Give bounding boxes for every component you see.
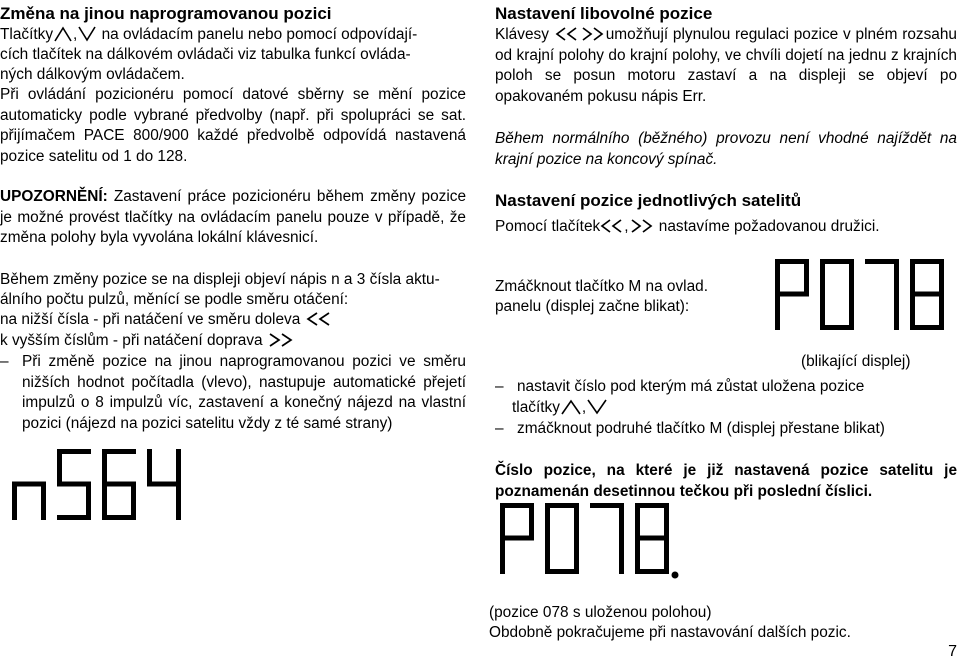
segment-e: [635, 538, 640, 574]
display-digit: [57, 449, 91, 520]
intro-line-2: cích tlačítek na dálkovém ovládači viz tabulka funkcí ovláda-: [0, 46, 411, 63]
intro-paragraph-bus: Při ovládání pozicionéru pomocí datové sběrny se mění pozice automaticky podle vybrané předvolby (např. při spolupráci se sat. přijímačem PACE 800/900 každé předvolbě odpovídá nastavená pozice satelitu od 1 do 128.: [0, 86, 466, 165]
segment-f: [500, 503, 505, 539]
change-line-1: Během změny pozice se na displeji objeví nápis n a 3 čísla aktu-: [0, 271, 440, 288]
right-heading-satellite-positions: Nastavení pozice jednotlivých satelitů: [495, 191, 802, 210]
display-digit: [865, 259, 899, 330]
blinking-caption: (blikající displej): [801, 353, 911, 370]
arbitrary-position-paragraph: Klávesy umožňují plynulou regulaci pozice v plném rozsahu od krajní polohy do krajní polohy, ve chvíli dojetí na jednu z krajních poloh se posun motoru zastaví a na displeji se objeví po opakovaném pokusu nápis Err.: [495, 26, 957, 105]
bullet-set-number-line-1: – nastavit číslo pod kterým má zůstat uložena pozice: [495, 377, 864, 398]
segment-g: [147, 482, 181, 487]
segment-e: [102, 484, 107, 520]
segment-c: [574, 538, 579, 574]
bullet-preset-change: – Při změně pozice na jinou naprogramovanou pozici ve směru nižších hodnot počítadla (vlevo), nastupuje automatické přejetí impulzů o 8 impulzů víc, zastavení a konečný nájezd na vlastní pozici (nájezd na pozici satelitu vždy z té samé strany): [0, 352, 466, 434]
display-digit: [102, 449, 136, 520]
segment-f: [775, 259, 780, 295]
segment-f: [147, 449, 152, 485]
down-arrow-icon: [586, 399, 608, 415]
warning-paragraph: UPOZORNĚNÍ: Zastavení práce pozicionéru během změny pozice je možné provést tlačítky na ovládacím panelu pouze v případě, že změna polohy byla vyvolána lokální klávesnicí.: [0, 188, 466, 247]
page-number: 7: [948, 643, 957, 660]
down-arrow-icon: [77, 26, 97, 42]
segment-c: [131, 484, 136, 520]
segment-e: [545, 538, 550, 574]
segment-f: [910, 259, 915, 295]
up-arrow-icon: [560, 399, 582, 415]
segment-a: [820, 259, 854, 264]
segment-a: [590, 503, 624, 508]
warning-label: UPOZORNĚNÍ:: [0, 188, 108, 205]
segment-b: [894, 259, 899, 295]
double-left-arrow-icon: [554, 26, 580, 42]
segment-a: [635, 503, 669, 508]
segment-b: [939, 259, 944, 295]
stored-caption: (pozice 078 s uloženou polohou): [489, 604, 712, 621]
segment-g: [635, 536, 669, 541]
segment-d: [820, 325, 854, 330]
segment-g: [775, 292, 809, 297]
segment-g: [102, 482, 136, 487]
segment-b: [804, 259, 809, 295]
segment-c: [619, 538, 624, 574]
segment-e: [500, 538, 505, 574]
segment-a: [910, 259, 944, 264]
display-p078-blinking: [773, 258, 953, 336]
segment-c: [664, 538, 669, 574]
segment-c: [849, 294, 854, 330]
segment-c: [894, 294, 899, 330]
segment-g: [57, 482, 91, 487]
segment-f: [545, 503, 550, 539]
decimal-point: [672, 572, 679, 579]
segment-f: [820, 259, 825, 295]
segment-a: [865, 259, 899, 264]
display-digit: [12, 482, 46, 521]
press-m-line-1: Zmáčknout tlačítko M na ovlad.: [495, 278, 708, 295]
display-digit: [820, 259, 854, 330]
intro-line-3: ných dálkovým ovládačem.: [0, 66, 185, 83]
segment-a: [500, 503, 534, 508]
segment-a: [775, 259, 809, 264]
segment-f: [102, 449, 107, 485]
final-line: Obdobně pokračujeme při nastavování dalších pozic.: [489, 624, 851, 641]
display-digit: [910, 259, 944, 330]
segment-g: [12, 482, 46, 487]
stored-position-note: Číslo pozice, na které je již nastavená pozice satelitu je poznamenán desetinnou tečkou při poslední číslici.: [495, 462, 957, 500]
change-line-4: k vyšším číslům - při natáčení doprava: [0, 331, 295, 352]
segment-b: [619, 503, 624, 539]
bullet-press-m-again: – zmáčknout podruhé tlačítko M (displej přestane blikat): [495, 419, 885, 440]
normal-operation-note: Během normálního (běžného) provozu není vhodné najíždět na krajní pozice na koncový spínač.: [495, 130, 957, 168]
segment-g: [910, 292, 944, 297]
display-n564: [10, 448, 190, 526]
segment-b: [664, 503, 669, 539]
segment-c: [939, 294, 944, 330]
intro-line-1: Tlačítky , na ovládacím panelu nebo pomocí odpovídají-: [0, 26, 418, 43]
segment-f: [57, 449, 62, 485]
segment-d: [545, 569, 579, 574]
double-right-arrow-icon: [267, 332, 295, 348]
double-right-arrow-icon: [629, 218, 655, 234]
press-m-line-2: panelu (displej začne blikat):: [495, 298, 690, 315]
segment-e: [910, 294, 915, 330]
segment-f: [635, 503, 640, 539]
segment-c: [176, 484, 181, 520]
change-line-3: na nižší čísla - při natáčení ve směru doleva: [0, 310, 333, 331]
segment-g: [500, 536, 534, 541]
display-digit: [500, 503, 534, 574]
double-left-arrow-icon: [305, 311, 333, 327]
segment-e: [12, 484, 17, 520]
display-p078-stored: [498, 502, 688, 580]
change-line-2: álního počtu pulzů, měnící se podle směru otáčení:: [0, 291, 349, 308]
segment-b: [574, 503, 579, 539]
segment-e: [820, 294, 825, 330]
display-digit: [635, 503, 669, 574]
segment-a: [545, 503, 579, 508]
bullet-set-number-line-2: tlačítky ,: [512, 398, 608, 419]
display-digit: [545, 503, 579, 574]
segment-e: [775, 294, 780, 330]
double-left-arrow-icon: [600, 218, 624, 234]
segment-c: [41, 484, 46, 520]
segment-b: [529, 503, 534, 539]
left-heading: Změna na jinou naprogramovanou pozici: [0, 4, 332, 23]
double-right-arrow-icon: [580, 26, 606, 42]
display-digit: [590, 503, 624, 574]
display-digit: [775, 259, 809, 330]
segment-b: [176, 449, 181, 485]
segment-d: [910, 325, 944, 330]
up-arrow-icon: [53, 26, 73, 42]
display-digit: [147, 449, 181, 520]
segment-d: [57, 515, 91, 520]
segment-d: [635, 569, 669, 574]
segment-c: [86, 484, 91, 520]
satellite-select-line: Pomocí tlačítek , nastavíme požadovanou družici.: [495, 218, 880, 235]
segment-d: [102, 515, 136, 520]
segment-a: [102, 449, 136, 454]
segment-b: [849, 259, 854, 295]
segment-a: [57, 449, 91, 454]
right-heading-arbitrary-position: Nastavení libovolné pozice: [495, 4, 713, 23]
